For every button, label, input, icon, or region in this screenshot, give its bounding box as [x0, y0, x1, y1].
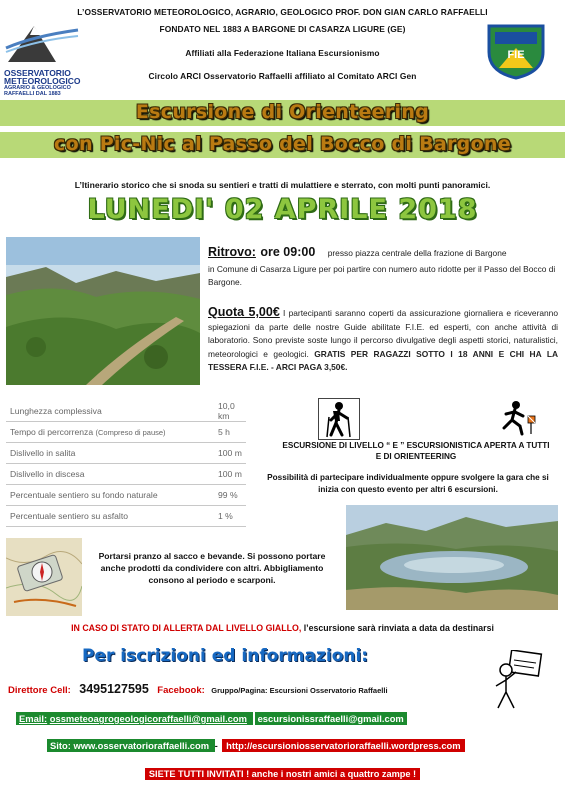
stat-note: (Compreso di pause)	[95, 428, 166, 437]
stat-label: Percentuale sentiero su fondo naturale	[10, 490, 158, 500]
quota-label: Quota 5,00€	[208, 305, 280, 319]
level-text: ESCURSIONE DI LIVELLO “ E ” ESCURSIONISTICA APERTA A TUTTI E DI ORIENTEERING	[282, 441, 550, 461]
director-phone[interactable]: 3495127595	[79, 682, 149, 696]
table-row	[6, 443, 246, 464]
alert-black-text: l’escursione sarà rinviata a data da destinarsi	[301, 623, 494, 633]
facebook-label: Facebook:	[157, 685, 205, 696]
stat-label: Dislivello in discesa	[10, 469, 85, 479]
site-line	[47, 736, 465, 754]
stat-label: Tempo di percorrenza	[10, 427, 94, 437]
mountain-icon	[4, 18, 80, 68]
logo-text-2: METEOROLOGICO	[4, 76, 81, 86]
quota-text: I partecipanti saranno coperti da assicurazione giornaliera e riceveranno spiegazioni da parte delle nostre Guide abilitate F.I.E. ed esperti, con anche attività di laboratorio. Sono previste soste lungo il percorso divulgative degli aspetti storici, naturalistici, meteorologici e geologici.	[208, 308, 558, 359]
table-row	[6, 506, 246, 527]
alert-red-text: IN CASO DI STATO DI ALLERTA DAL LIVELLO GIALLO,	[71, 623, 302, 633]
lunch-text: Portarsi pranzo al sacco e bevande. Si possono portare anche prodotti da condividere con altri. Abbigliamento consono al periodo e scarponi.	[98, 551, 326, 585]
info-man-icon	[486, 650, 546, 710]
event-date: LUNEDI' 02 APRILE 2018	[87, 194, 478, 225]
title-line-1: Escursione di Orienteering	[135, 101, 430, 123]
stat-value: 100 m	[218, 469, 242, 479]
hiker-icon	[318, 398, 360, 440]
invite-line	[0, 764, 565, 782]
table-row	[6, 464, 246, 485]
ritrovo-inline: presso piazza centrale della frazione di Bargone	[327, 248, 507, 258]
site-link-1[interactable]: www.osservatorioraffaelli.com	[73, 740, 210, 751]
stat-value: 10,0 km	[218, 401, 235, 421]
director-line	[8, 680, 388, 698]
quota-bold-text: GRATIS PER RAGAZZI SOTTO I 18 ANNI E CHI HA LA TESSERA F.I.E. - ARCI PAGA 3,50€.	[208, 348, 558, 372]
site-label: Sito:	[50, 740, 71, 751]
ritrovo-label: Ritrovo:	[208, 245, 256, 259]
email-link-1[interactable]: ossmeteoagrogeologicoraffaelli@gmail.com	[49, 713, 247, 724]
header-line-2: FONDATO NEL 1883 A BARGONE DI CASARZA LIGURE (GE)	[159, 24, 406, 34]
lake-photo	[346, 505, 558, 610]
stat-label: Lunghezza complessiva	[10, 406, 102, 416]
email-label: Email:	[19, 713, 48, 724]
stat-label: Percentuale sentiero su asfalto	[10, 511, 128, 521]
site-link-2[interactable]: http://escursioniosservatorioraffaelli.wordpress.com	[222, 739, 464, 752]
stat-value: 1 %	[218, 511, 233, 521]
table-row	[6, 422, 246, 443]
contacts-heading: Per iscrizioni ed informazioni:	[82, 646, 369, 666]
table-row	[6, 485, 246, 506]
invite-text: SIETE TUTTI INVITATI ! anche i nostri amici a quattro zampe !	[145, 768, 420, 780]
header-line-4: Circolo ARCI Osservatorio Raffaelli affiliato al Comitato ARCI Gen	[148, 71, 417, 81]
landscape-photo	[6, 237, 200, 385]
observatory-logo	[4, 18, 81, 97]
header-line-3: Affiliati alla Federazione Italiana Escursionismo	[185, 48, 380, 58]
facebook-text[interactable]: Gruppo/Pagina: Escursioni Osservatorio Raffaelli	[211, 686, 388, 695]
stat-label: Dislivello in salita	[10, 448, 76, 458]
ritrovo-block	[208, 244, 558, 290]
compass-map-photo	[6, 538, 82, 616]
site-box-1	[47, 739, 215, 752]
logo-text-1: OSSERVATORIO	[4, 68, 71, 78]
title-line-2: con Pic-Nic al Passo del Bocco di Bargone	[54, 133, 511, 155]
email-line	[16, 709, 407, 727]
site-separator: -	[214, 741, 218, 751]
intro-text: L’Itinerario storico che si snoda su sentieri e tratti di mulattiere e sterrato, con molti punti panoramici.	[74, 180, 491, 190]
ritrovo-text: in Comune di Casarza Ligure per poi partire con numero auto ridotte per il Passo del Bocco di Bargone.	[208, 263, 556, 287]
fie-logo	[485, 22, 547, 80]
logo-text-4: RAFFAELLI DAL 1883	[4, 91, 61, 97]
stat-value: 99 %	[218, 490, 238, 500]
alert-line	[0, 623, 565, 633]
orienteering-runner-icon	[498, 398, 538, 438]
stat-value: 100 m	[218, 448, 242, 458]
stats-table	[6, 401, 246, 527]
email-box	[16, 712, 253, 725]
fie-logo-text: FIE	[507, 49, 525, 61]
possibility-text: Possibilità di partecipare individualmente oppure svolgere la gara che si inizia con questo evento per altri 6 escursioni.	[267, 473, 549, 494]
director-label: Direttore Cell:	[8, 685, 71, 696]
ritrovo-time: ore 09:00	[260, 245, 316, 259]
email-link-2[interactable]: escursionissraffaelli@gmail.com	[255, 712, 407, 725]
logo-text-3: AGRARIO & GEOLOGICO	[4, 85, 71, 91]
table-row	[6, 401, 246, 422]
stat-value: 5 h	[218, 427, 230, 437]
quota-block	[208, 306, 558, 375]
header-line-1: L’OSSERVATORIO METEOROLOGICO, AGRARIO, GEOLOGICO PROF. DON GIAN CARLO RAFFAELLI	[77, 7, 488, 17]
